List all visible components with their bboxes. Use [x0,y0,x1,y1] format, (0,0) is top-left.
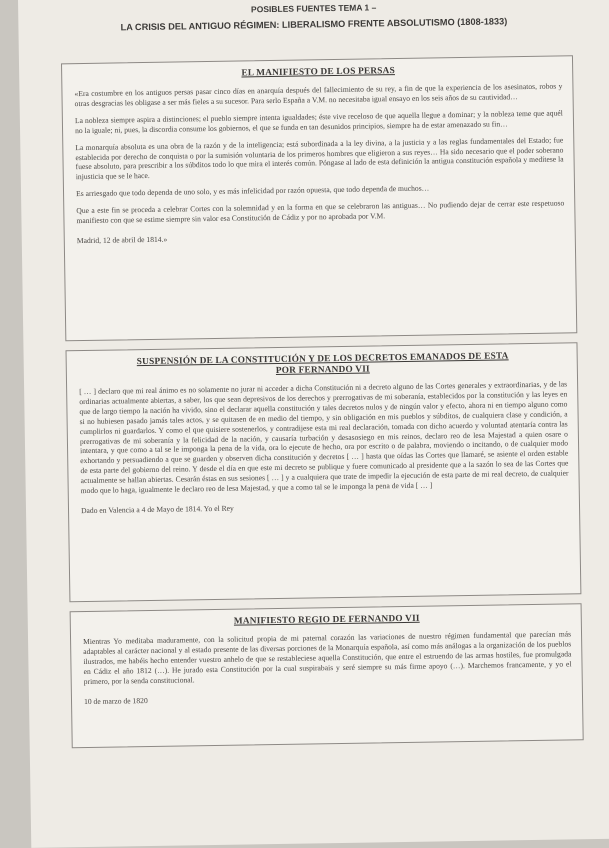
source-box-manifiesto-regio [70,603,584,748]
source-title: MANIFIESTO REGIO DE FERNANDO VII [233,613,420,627]
source-signature: Madrid, 12 de abril de 1814.» [76,234,168,246]
source-signature: Dado en Valencia a 4 de Mayo de 1814. Yo el Rey [80,503,234,516]
source-paragraph: «Era costumbre en los antiguos persas pasar cinco días en anarquía después del fallecimiento de su rey, a fin de que la experiencia de los asesinatos, robos y otras desgracias les obligase a ser más fieles a su sucesor. Para serlo España a V.M. no necesitaba igual ensayo en los seis años de su cautividad… [74,81,563,109]
source-paragraph: La monarquía absoluta es una obra de la razón y de la inteligencia; está subordinada a la ley divina, a la justicia y a las reglas fundamentales del Estado; fue establecida por derecho de conquista o por la sumisión voluntaria de los primeros hombres que eligieron a sus reyes… Ha sido necesario que el poder soberano fuese absoluto, para prescribir a los súbditos todo lo que mira el interés común. Póngase al lado de esta definición la antigua constitución española y medítese la injusticia que se le hace. [75,135,564,182]
source-title: EL MANIFIESTO DE LOS PERSAS [241,66,395,79]
source-title [79,350,567,380]
source-paragraph: Que a este fin se proceda a celebrar Cortes con la solemnidad y en la forma en que se celebraron las antiguas… No pudiendo dejar de cerrar este respetuoso manifiesto con que se estime siempre sin valor esa Constitución de Cádiz y por no aprobada por V.M. [76,198,565,226]
source-box-suspension-constitucion [66,342,582,602]
source-paragraph: La nobleza siempre aspira a distinciones; el pueblo siempre intenta igualdades; éste vive receloso de que aquella llegue a dominar; y la nobleza teme que aquél no la iguale; ni, pues, la discordia consume los gobiernos, el que se funda en tan desunidos principios, siempre ha de estar amenazado su fin… [74,108,563,135]
document-page [18,0,609,848]
source-paragraph: [ … ] declaro que mi real ánimo es no solamente no jurar ni acceder a dicha Constitución ni a decreto alguno de las Cortes generales y extraordinarias, y de las ordinarias actualmente abiertas, a saber, los que sean depresivos de los derechos y prerrogativas de mi soberanía, establecidos por la constitución y las leyes en que de largo tiempo la nación ha vivido, sino el declarar aquella constitución y tales decretos nulos y de ningún valor y efecto, ahora ni en tiempo alguno como si no hubiesen pasado jamás tales actos, y se quitasen de en medio del tiempo, y sin obligación en mis pueblos y súbditos, de cualquiera clase y condición, a cumplirlos ni guardarlos. Y como el que quisiere sostenerlos, y contradijese esta mi real declaración, tomada con dicho acuerdo y voluntad atentaría contra las prerrogativas de mi soberanía y la felicidad de la nación, y causaría turbación y desasosiego en mis reinos, declaro reo de lesa Majestad a quien osare o intentara, y que como a tal se le imponga la pena de la vida, ora lo ejecute de hecho, ora por escrito o de palabra, moviendo o incitando, o de cualquier modo exhortando y persuadiendo a que se guarden y observen dicha constitución y decretos [ … ] hasta que oídas las Cortes que llamaré, se asiente el orden estable de esta parte del gobierno del reino. Y desde el día en que este mi decreto se publique y fuere comunicado al presidente que a la sazón lo sea de las Cortes que actualmente se hallan abiertas. Cesarán éstas en sus sesiones [ … ] y a cualquiera que trate de impedir la ejecución de esta parte de mi real decreto, de cualquier modo que lo haga, igualmente le declaro reo de lesa Majestad, y que a como tal se le imponga la pena de vida [ … ] [79,379,569,496]
source-title-line: POR FERNANDO VII [275,364,370,376]
source-signature: 10 de marzo de 1820 [83,695,148,706]
header-subtitle: LA CRISIS DEL ANTIGUO RÉGIMEN: LIBERALISMO FRENTE ABSOLUTISMO (1808-1833) [120,16,508,33]
source-box-manifiesto-persas [61,55,577,341]
source-paragraph: Es arriesgado que todo dependa de uno solo, y es más infelicidad por razón opuesta, que todo dependa de muchos… [75,183,430,199]
source-paragraph: Mientras Yo meditaba maduramente, con la solicitud propia de mi paternal corazón las variaciones de nuestro régimen fundamental que parecían más adaptables al carácter nacional y al estado presente de las diversas porciones de la Monarquía española, así como más análogas a la organización de los pueblos ilustrados, me habéis hecho entender vuestro anhelo de que se restableciese aquella Constitución, que entre el estruendo de las armas hostiles, fue promulgada en Cádiz el año 1812 (…). He jurado esta Constitución por la cual suspirabais y seré siempre su más firme apoyo (…). Marchemos francamente, y yo el primero, por la senda constitucional. [83,629,572,686]
header-title: POSIBLES FUENTES TEMA 1 – [250,2,377,15]
source-title-line: SUSPENSIÓN DE LA CONSTITUCIÓN Y DE LOS DECRETOS EMANADOS DE ESTA [136,351,509,368]
